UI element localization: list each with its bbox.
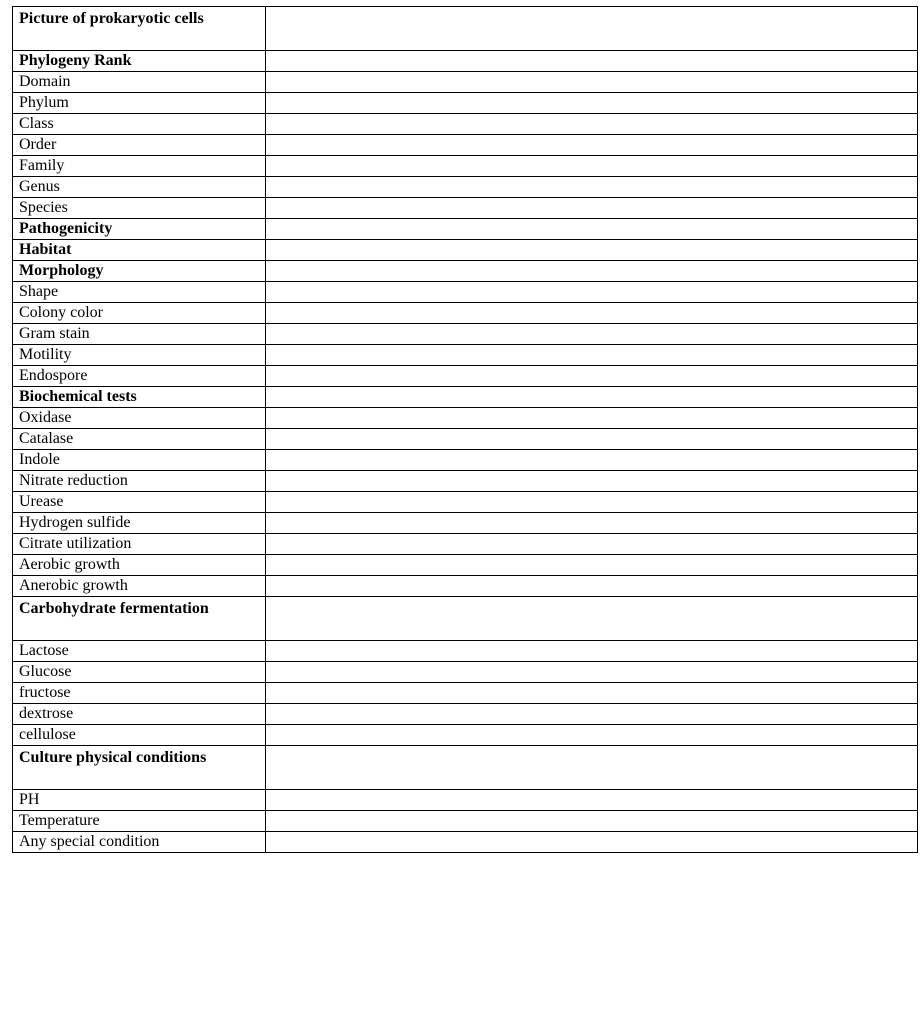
answer-cell[interactable]: [266, 51, 918, 72]
section-header-label: Picture of prokaryotic cells: [13, 7, 266, 51]
row-label: Oxidase: [13, 408, 266, 429]
row-label: Endospore: [13, 366, 266, 387]
answer-cell[interactable]: [266, 303, 918, 324]
row-label: Order: [13, 135, 266, 156]
answer-cell[interactable]: [266, 811, 918, 832]
table-row: [13, 662, 918, 683]
answer-cell[interactable]: [266, 429, 918, 450]
table-row: [13, 576, 918, 597]
answer-cell[interactable]: [266, 7, 918, 51]
answer-cell[interactable]: [266, 471, 918, 492]
table-row: [13, 492, 918, 513]
table-row: [13, 72, 918, 93]
table-row: [13, 683, 918, 704]
answer-cell[interactable]: [266, 72, 918, 93]
answer-cell[interactable]: [266, 198, 918, 219]
row-label: Aerobic growth: [13, 555, 266, 576]
answer-cell[interactable]: [266, 366, 918, 387]
section-header-label: Culture physical conditions: [13, 746, 266, 790]
table-row: [13, 177, 918, 198]
section-header-row: [13, 51, 918, 72]
answer-cell[interactable]: [266, 662, 918, 683]
answer-cell[interactable]: [266, 555, 918, 576]
answer-cell[interactable]: [266, 513, 918, 534]
section-header-label: Carbohydrate fermentation: [13, 597, 266, 641]
table-row: [13, 429, 918, 450]
row-label: Domain: [13, 72, 266, 93]
table-row: [13, 345, 918, 366]
table-row: [13, 471, 918, 492]
answer-cell[interactable]: [266, 387, 918, 408]
table-row: [13, 811, 918, 832]
answer-cell[interactable]: [266, 832, 918, 853]
table-row: [13, 156, 918, 177]
row-label: Anerobic growth: [13, 576, 266, 597]
answer-cell[interactable]: [266, 704, 918, 725]
answer-cell[interactable]: [266, 324, 918, 345]
answer-cell[interactable]: [266, 683, 918, 704]
row-label: Phylum: [13, 93, 266, 114]
row-label: dextrose: [13, 704, 266, 725]
section-header-row: [13, 7, 918, 51]
answer-cell[interactable]: [266, 492, 918, 513]
row-label: Any special condition: [13, 832, 266, 853]
answer-cell[interactable]: [266, 282, 918, 303]
answer-cell[interactable]: [266, 93, 918, 114]
section-header-row: [13, 261, 918, 282]
row-label: cellulose: [13, 725, 266, 746]
answer-cell[interactable]: [266, 534, 918, 555]
characterization-table: [12, 6, 918, 853]
row-label: fructose: [13, 683, 266, 704]
section-header-row: [13, 746, 918, 790]
table-row: [13, 450, 918, 471]
table-row: [13, 198, 918, 219]
answer-cell[interactable]: [266, 114, 918, 135]
table-row: [13, 135, 918, 156]
row-label: Citrate utilization: [13, 534, 266, 555]
row-label: Family: [13, 156, 266, 177]
section-header-row: [13, 240, 918, 261]
answer-cell[interactable]: [266, 135, 918, 156]
answer-cell[interactable]: [266, 790, 918, 811]
answer-cell[interactable]: [266, 597, 918, 641]
answer-cell[interactable]: [266, 576, 918, 597]
row-label: PH: [13, 790, 266, 811]
table-row: [13, 93, 918, 114]
table-row: [13, 408, 918, 429]
row-label: Urease: [13, 492, 266, 513]
answer-cell[interactable]: [266, 219, 918, 240]
row-label: Nitrate reduction: [13, 471, 266, 492]
table-row: [13, 832, 918, 853]
row-label: Temperature: [13, 811, 266, 832]
row-label: Indole: [13, 450, 266, 471]
table-row: [13, 282, 918, 303]
answer-cell[interactable]: [266, 156, 918, 177]
answer-cell[interactable]: [266, 450, 918, 471]
row-label: Motility: [13, 345, 266, 366]
row-label: Colony color: [13, 303, 266, 324]
table-body: [13, 7, 918, 853]
section-header-label: Phylogeny Rank: [13, 51, 266, 72]
answer-cell[interactable]: [266, 641, 918, 662]
table-row: [13, 704, 918, 725]
answer-cell[interactable]: [266, 177, 918, 198]
section-header-label: Biochemical tests: [13, 387, 266, 408]
table-row: [13, 513, 918, 534]
answer-cell[interactable]: [266, 725, 918, 746]
table-row: [13, 790, 918, 811]
answer-cell[interactable]: [266, 408, 918, 429]
section-header-row: [13, 219, 918, 240]
table-row: [13, 366, 918, 387]
section-header-label: Habitat: [13, 240, 266, 261]
answer-cell[interactable]: [266, 746, 918, 790]
table-row: [13, 555, 918, 576]
section-header-label: Morphology: [13, 261, 266, 282]
table-row: [13, 641, 918, 662]
row-label: Gram stain: [13, 324, 266, 345]
row-label: Catalase: [13, 429, 266, 450]
table-row: [13, 324, 918, 345]
section-header-row: [13, 597, 918, 641]
table-row: [13, 534, 918, 555]
row-label: Hydrogen sulfide: [13, 513, 266, 534]
section-header-row: [13, 387, 918, 408]
section-header-label: Pathogenicity: [13, 219, 266, 240]
answer-cell[interactable]: [266, 261, 918, 282]
answer-cell[interactable]: [266, 345, 918, 366]
row-label: Shape: [13, 282, 266, 303]
row-label: Lactose: [13, 641, 266, 662]
table-row: [13, 725, 918, 746]
row-label: Genus: [13, 177, 266, 198]
table-row: [13, 114, 918, 135]
answer-cell[interactable]: [266, 240, 918, 261]
row-label: Glucose: [13, 662, 266, 683]
row-label: Class: [13, 114, 266, 135]
table-row: [13, 303, 918, 324]
row-label: Species: [13, 198, 266, 219]
